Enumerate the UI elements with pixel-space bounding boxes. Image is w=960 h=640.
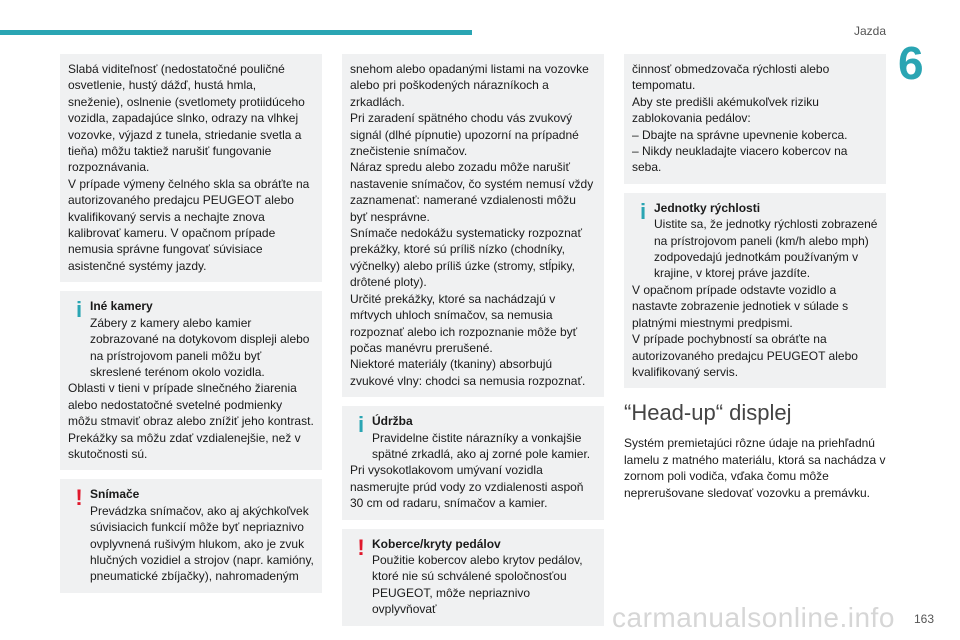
column-3 <box>624 54 886 501</box>
paragraph: Pri vysokotlakovom umývaní vozidla nasmerujte prúd vody zo vzdialenosti aspoň 30 cm od radaru, snímačov a kamier. <box>350 463 584 511</box>
warning-icon: ! <box>357 534 365 560</box>
paragraph: Oblasti v tieni v prípade slnečného žiarenia alebo nedostatočné svetelné podmienky môžu stmaviť obraz alebo znížiť jeho kontrast. <box>68 381 314 429</box>
paragraph: Aby ste predišli akémukoľvek riziku zablokovania pedálov: <box>632 94 819 126</box>
paragraph: činnosť obmedzovača rýchlosti alebo tempomatu. <box>632 62 830 93</box>
chapter-number: 6 <box>898 37 924 89</box>
box-title: Koberce/kryty pedálov <box>372 536 501 551</box>
note-box <box>60 54 322 282</box>
paragraph: – Nikdy neukladajte viacero kobercov na seba. <box>632 144 848 175</box>
column-2 <box>342 54 604 635</box>
warning-box-sensors <box>60 479 322 592</box>
paragraph: Prevádzka snímačov, ako aj akýchkoľvek súvisiacich funkcií môže byť nepriaznivo ovplyvnená rušivým hlukom, ako je zvuk hlučných vozidiel a strojov (napr. kamióny, pneumatické zbíjačky), nahromadeným <box>90 503 314 584</box>
paragraph: Pravidelne čistite nárazníky a vonkajšie spätné zrkadlá, ako aj zorné pole kamier. <box>372 430 591 461</box>
info-icon: i <box>75 297 83 323</box>
paragraph: Pri zaradení spätného chodu vás zvukový signál (dlhé pípnutie) upozorní na prípadné znečistenie snímačov. <box>350 111 579 159</box>
paragraph: Slabá viditeľnosť (nedostatočné pouličné osvetlenie, hustý dážď, hustá hmla, sneženie), oslnenie (svetlomety protiidúceho vozidla, zapadajúce slnko, odrazy na vlhkej vozovke, výjazd z tunela, striedanie svetla a tieňa) môžu taktiež narušiť fungovanie rozpoznávania. <box>68 62 305 175</box>
column-1 <box>60 54 322 602</box>
body-text: Systém premietajúci rôzne údaje na priehľadnú lamelu z matného materiálu, ktorá sa nachádza v zornom poli vodiča, vďaka čomu môže neprerušovane sledovať vozovku a premávku. <box>624 436 886 500</box>
info-icon: i <box>639 198 647 224</box>
warning-box-mats-continued <box>624 54 886 184</box>
paragraph: – Dbajte na správne upevnenie koberca. <box>632 127 848 142</box>
box-title: Snímače <box>90 487 140 502</box>
paragraph: Určité prekážky, ktoré sa nachádzajú v mŕtvych uhloch snímačov, sa nemusia rozpoznať alebo ich rozpoznanie môže byť počas manévru prerušené. <box>350 291 578 355</box>
info-box-speed-units <box>624 193 886 388</box>
info-box-maintenance <box>342 406 604 519</box>
paragraph: V opačnom prípade odstavte vozidlo a nastavte zobrazenie jednotiek v súlade s platnými miestnymi predpismi. <box>632 282 849 330</box>
header-accent-bar <box>0 30 472 35</box>
section-title: Jazda <box>853 24 886 38</box>
page-number: 163 <box>913 612 934 626</box>
paragraph: V prípade výmeny čelného skla sa obráťte na autorizovaného predajcu PEUGEOT alebo kvalifikovaný servis a nechajte znova kalibrovať kameru. V opačnom prípade nemusia správne fungovať súvisiace asistenčné systémy jazdy. <box>68 176 310 273</box>
paragraph: Niektoré materiály (tkaniny) absorbujú zvukové vlny: chodci sa nemusia rozpoznať. <box>350 357 586 388</box>
paragraph: Prekážky sa môžu zdať vzdialenejšie, než v skutočnosti sú. <box>68 430 301 461</box>
paragraph: Zábery z kamery alebo kamier zobrazované na dotykovom displeji alebo na prístrojovom paneli môžu byť skreslené terénom okolo vozidla. <box>90 315 310 379</box>
paragraph: snehom alebo opadanými listami na vozovke alebo pri poškodených nárazníkoch a zrkadlách. <box>350 62 589 109</box>
box-title: Údržba <box>372 414 413 429</box>
paragraph: Náraz spredu alebo zozadu môže narušiť nastavenie snímačov, čo systém nemusí vždy zaznamenať: namerané vzdialenosti môžu byť nesprávne. <box>350 160 594 224</box>
warning-box-mats <box>342 529 604 626</box>
box-title: Jednotky rýchlosti <box>654 200 761 215</box>
warning-box-sensors-continued <box>342 54 604 397</box>
paragraph: Uistite sa, že jednotky rýchlosti zobrazené na prístrojovom paneli (km/h alebo mph) zodpovedajú jednotkám používaným v krajine, v ktorej práve jazdíte. <box>654 217 878 281</box>
info-box-other-cameras <box>60 291 322 470</box>
heading-head-up-display: “Head-up“ displej <box>624 400 792 426</box>
info-icon: i <box>357 412 365 438</box>
paragraph: Snímače nedokážu systematicky rozpoznať prekážky, ktoré sú príliš nízko (chodníky, výčnelky) alebo príliš úzke (stromy, stĺpiky, drôtené ploty). <box>350 226 582 290</box>
warning-icon: ! <box>75 485 83 511</box>
box-title: Iné kamery <box>90 299 153 314</box>
watermark: carmanualsonline.info <box>612 602 895 633</box>
paragraph: Použitie kobercov alebo krytov pedálov, ktoré nie sú schválené spoločnosťou PEUGEOT, môže nepriaznivo ovplyvňovať <box>372 552 583 617</box>
paragraph: V prípade pochybností sa obráťte na autorizovaného predajcu PEUGEOT alebo kvalifikovaný servis. <box>632 332 858 379</box>
